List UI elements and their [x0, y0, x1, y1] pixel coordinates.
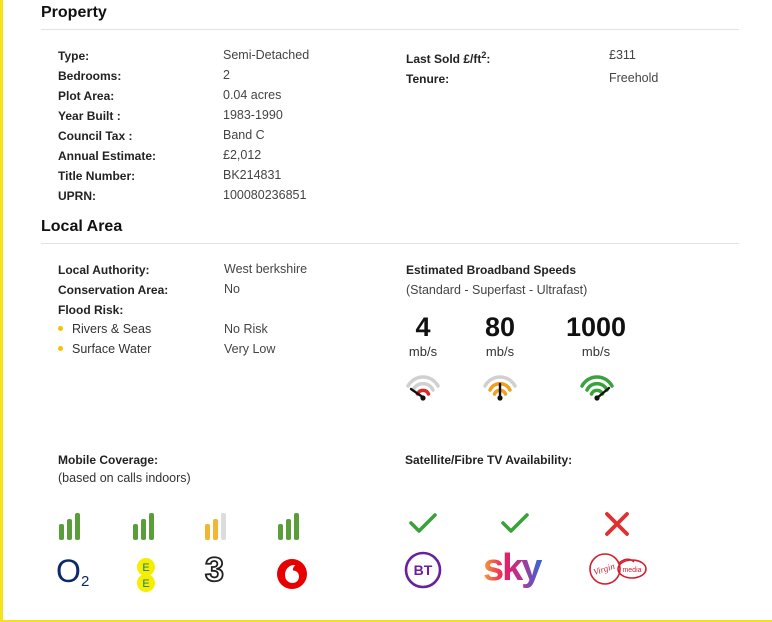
flood-surface-label	[58, 342, 151, 356]
flood-risk-label: Flood Risk:	[58, 303, 124, 317]
vodafone-logo-icon	[276, 558, 308, 590]
speed-ultrafast-value: 1000	[565, 312, 627, 342]
signal-bar	[294, 513, 299, 540]
last-sold-colon: :	[486, 52, 491, 66]
signal-bars-ee	[133, 513, 154, 540]
year-built-label: Year Built :	[58, 109, 121, 123]
local-area-title: Local Area	[41, 218, 123, 235]
o2-logo-letter: O	[56, 553, 81, 589]
sky-logo-text: sky	[483, 547, 541, 589]
divider	[41, 29, 739, 30]
three-logo-text: 3	[205, 551, 224, 589]
bt-logo-text: BT	[413, 562, 433, 578]
check-icon	[408, 511, 438, 535]
signal-bars-three	[205, 513, 226, 540]
local-authority-label: Local Authority:	[58, 263, 150, 277]
signal-bar	[221, 513, 226, 540]
virgin-media-logo-icon	[588, 552, 648, 586]
signal-bar	[213, 519, 218, 540]
virgin-logo-text: Virgin	[591, 560, 617, 578]
check-icon	[500, 511, 530, 535]
cross-icon	[604, 511, 630, 537]
ee-logo-text-top: E	[142, 562, 150, 574]
virgin-media-logo-text: media	[622, 567, 642, 574]
flood-rivers-value: No Risk	[224, 322, 268, 336]
annual-estimate-label: Annual Estimate:	[58, 149, 157, 163]
signal-bar	[59, 524, 64, 540]
flood-surface-value: Very Low	[224, 342, 276, 356]
bullet-dot	[58, 326, 63, 331]
wifi-gauge-standard-icon	[405, 372, 441, 404]
tv-availability-title: Satellite/Fibre TV Availability:	[405, 453, 573, 467]
bedrooms-value: 2	[223, 68, 230, 82]
speed-ultrafast-unit: mb/s	[581, 344, 611, 359]
signal-bar	[278, 524, 283, 540]
bullet-dot	[58, 346, 63, 351]
o2-logo-sub: 2	[81, 573, 90, 590]
mobile-coverage-title: Mobile Coverage:	[58, 453, 159, 467]
yellow-accent-bar	[0, 0, 3, 622]
broadband-subtitle: (Standard - Superfast - Ultrafast)	[406, 283, 588, 297]
last-sold-label-text: Last Sold £/ft	[406, 52, 482, 66]
signal-bar	[286, 519, 291, 540]
type-value: Semi-Detached	[223, 48, 310, 62]
signal-bar	[141, 519, 146, 540]
annual-estimate-value: £2,012	[223, 148, 262, 162]
three-logo-icon	[205, 551, 235, 591]
conservation-area-label: Conservation Area:	[58, 283, 169, 297]
plot-area-label: Plot Area:	[58, 89, 115, 103]
property-title: Property	[41, 4, 107, 21]
bedrooms-label: Bedrooms:	[58, 69, 122, 83]
flood-rivers-text: Rivers & Seas	[72, 322, 152, 336]
speed-standard-unit: mb/s	[408, 344, 438, 359]
signal-bar	[133, 524, 138, 540]
uprn-value: 100080236851	[223, 188, 307, 202]
speed-superfast-unit: mb/s	[485, 344, 515, 359]
signal-bar	[149, 513, 154, 540]
tenure-label: Tenure:	[406, 72, 450, 86]
divider	[41, 243, 739, 244]
conservation-area-value: No	[224, 282, 240, 296]
flood-rivers-label	[58, 322, 151, 336]
flood-surface-text: Surface Water	[72, 342, 152, 356]
sky-logo-icon	[482, 547, 548, 591]
year-built-value: 1983-1990	[223, 108, 283, 122]
council-tax-value: Band C	[223, 128, 265, 142]
mobile-coverage-subtitle: (based on calls indoors)	[58, 471, 191, 485]
title-number-label: Title Number:	[58, 169, 136, 183]
speed-superfast-value: 80	[484, 312, 516, 342]
last-sold-sup: 2	[481, 50, 487, 60]
signal-bar	[75, 513, 80, 540]
uprn-label: UPRN:	[58, 189, 96, 203]
ee-logo-icon	[133, 558, 159, 592]
last-sold-value: £311	[609, 48, 636, 62]
council-tax-label: Council Tax :	[58, 129, 133, 143]
wifi-gauge-ultrafast-icon	[579, 372, 615, 404]
signal-bar	[67, 519, 72, 540]
local-authority-value: West berkshire	[224, 262, 308, 276]
broadband-title: Estimated Broadband Speeds	[406, 263, 577, 277]
signal-bar	[205, 524, 210, 540]
tenure-value: Freehold	[609, 71, 659, 85]
o2-logo-icon	[56, 555, 96, 591]
wifi-gauge-superfast-icon	[482, 372, 518, 404]
signal-bars-vodafone	[278, 513, 299, 540]
title-number-value: BK214831	[223, 168, 282, 182]
last-sold-label	[406, 50, 490, 66]
speed-standard-value: 4	[415, 312, 431, 342]
type-label: Type:	[58, 49, 90, 63]
ee-logo-text-bottom: E	[142, 578, 150, 590]
signal-bars-o2	[59, 513, 80, 540]
plot-area-value: 0.04 acres	[223, 88, 282, 102]
bt-logo-icon	[404, 551, 442, 589]
